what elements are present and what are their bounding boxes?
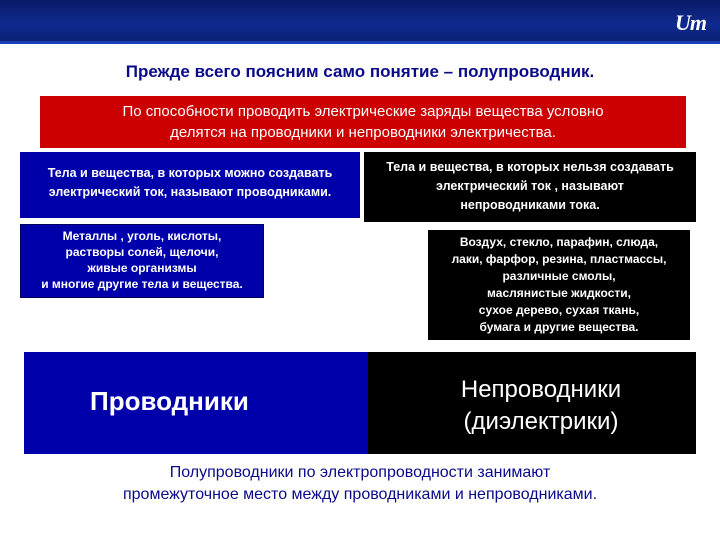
insulators-label [404,374,678,438]
conductors-examples-box [20,224,264,298]
conclusion-line-1: Полупроводники по электропроводности занимают [169,464,551,481]
slide-title: Прежде всего поясним само понятие – полупроводник. [125,62,595,81]
intro-line-1: По способности проводить электрические заряды вещества условно [122,103,604,120]
conductors-definition-line-1: Тела и вещества, в которых можно создавать [47,166,333,180]
insulators-example-item: сухое дерево, сухая ткань, [478,303,640,317]
conductors-definition-box [20,152,360,218]
insulators-definition-line-2: электрический ток , называют [436,179,624,193]
insulators-example-item: маслянистые жидкости, [487,286,631,300]
conductors-example-item: Металлы , уголь, кислоты, [62,229,222,243]
header-bar [0,0,720,44]
insulators-example-item: лаки, фарфор, резина, пластмассы, [451,252,667,266]
insulators-label-line-2: (диэлектрики) [463,408,619,435]
intro-line-2: делятся на проводники и непроводники электричества. [170,124,556,141]
conductors-example-item: живые организмы [87,261,197,275]
conductors-example-item: и многие другие тела и вещества. [41,277,243,291]
conclusion-line-2: промежуточное место между проводниками и непроводниками. [122,486,598,503]
conductors-label: Проводники [90,386,249,416]
logo: Um [675,10,706,35]
insulators-example-item: Воздух, стекло, парафин, слюда, [459,235,659,249]
insulators-label-line-1: Непроводники [460,376,622,403]
conclusion-text [0,462,720,506]
conductors-example-item: растворы солей, щелочи, [65,245,219,259]
insulators-definition-line-3: непроводниками тока. [460,198,600,212]
intro-box [40,96,686,148]
insulators-definition-line-1: Тела и вещества, в которых нельзя создавать [386,160,674,174]
insulators-example-item: различные смолы, [502,269,616,283]
insulators-definition-box [364,152,696,222]
header-accent-line [0,41,720,44]
insulators-examples-box [428,230,690,340]
insulators-example-item: бумага и другие вещества. [479,320,639,334]
conductors-definition-line-2: электрический ток, называют проводниками. [48,185,332,199]
